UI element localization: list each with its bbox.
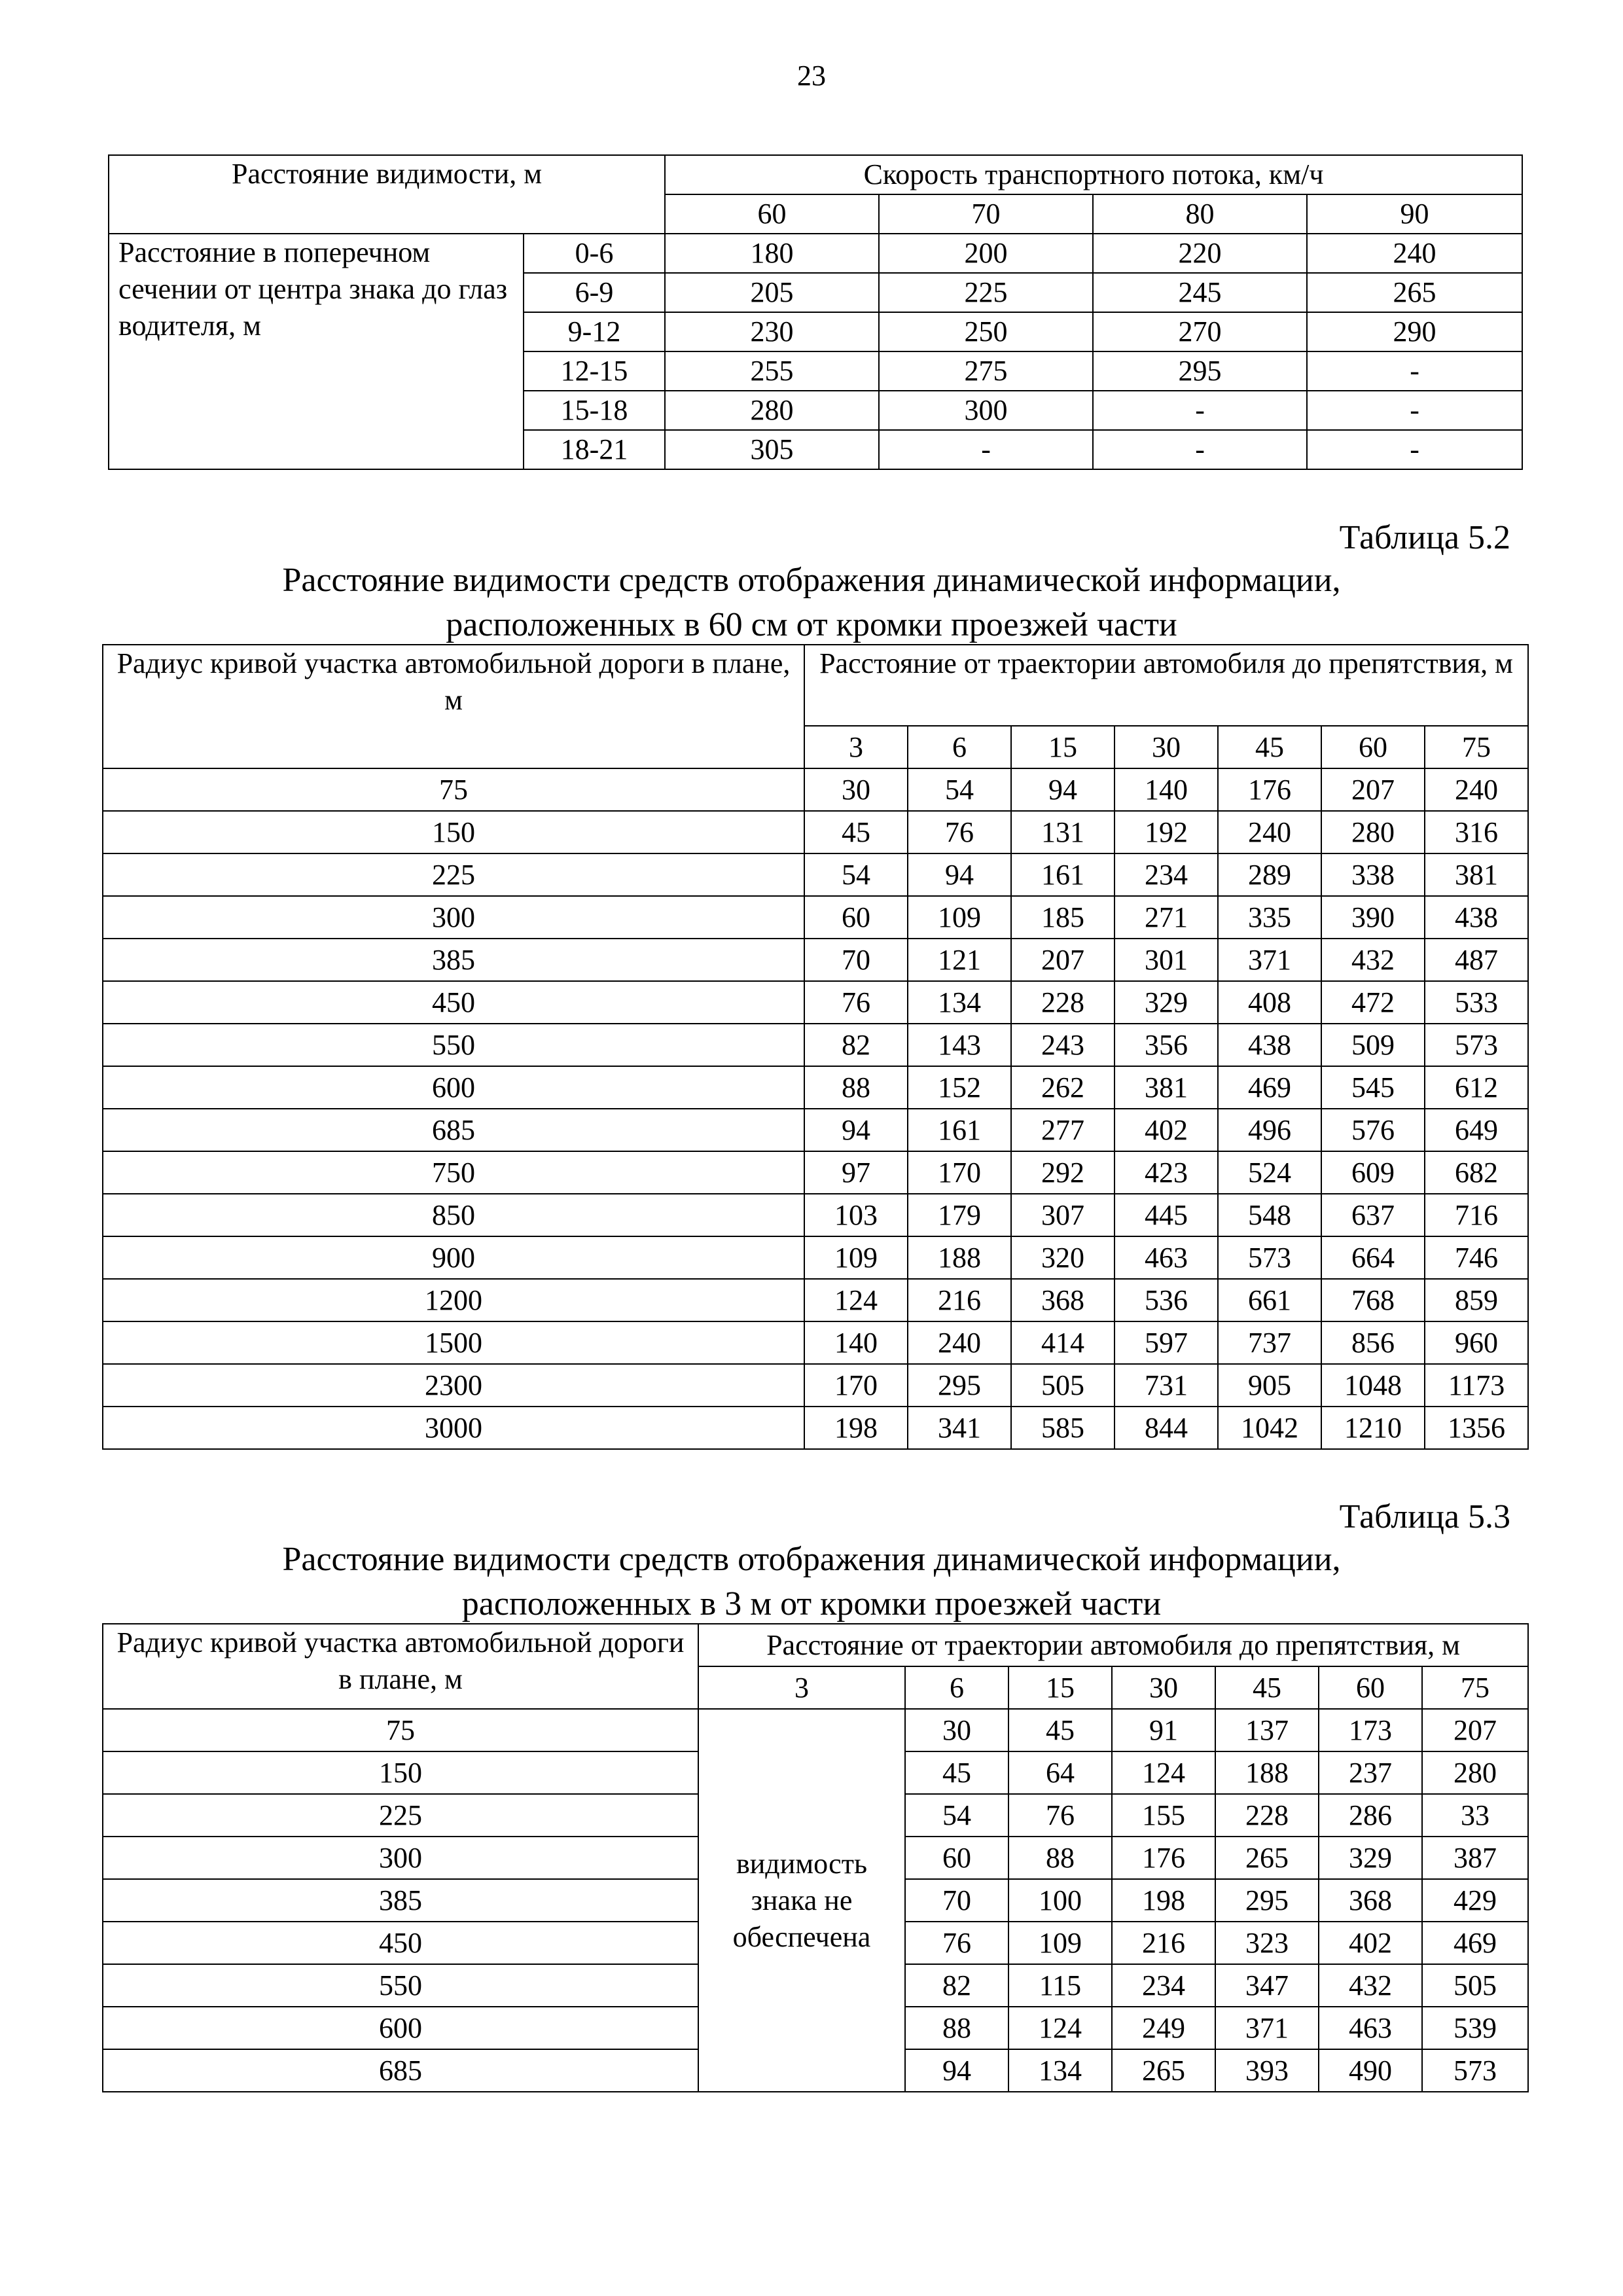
table-cell: 1042: [1218, 1407, 1321, 1449]
table-cell: 295: [1093, 351, 1307, 391]
table-cell: 30: [905, 1709, 1008, 1751]
curve-radius: 750: [103, 1151, 804, 1194]
table-row: [103, 896, 1528, 939]
table-cell: 341: [908, 1407, 1011, 1449]
table-cell: 438: [1218, 1024, 1321, 1066]
table-cell: 64: [1008, 1751, 1112, 1794]
table-row: [103, 1151, 1528, 1194]
curve-radius: 850: [103, 1194, 804, 1236]
table-5-3-title-line1: Расстояние видимости средств отображения динамической информации,: [282, 1541, 1341, 1578]
distance-header: 75: [1425, 726, 1528, 768]
table-cell: 109: [908, 896, 1011, 939]
curve-radius: 75: [103, 768, 804, 811]
speed-header: 80: [1093, 194, 1307, 234]
distance-header: 3: [698, 1666, 905, 1709]
table-cell: 661: [1218, 1279, 1321, 1321]
table-cell: -: [1093, 430, 1307, 469]
row-label-cross-section: Расстояние в поперечном сечении от центра знака до глаз водителя, м: [109, 234, 524, 469]
table-cell: 200: [879, 234, 1093, 273]
table-cell: 270: [1093, 312, 1307, 351]
distance-header: 45: [1218, 726, 1321, 768]
table-cell: 338: [1321, 853, 1425, 896]
table-cell: 414: [1011, 1321, 1115, 1364]
table-row: [103, 1236, 1528, 1279]
table-cell: 161: [908, 1109, 1011, 1151]
header-traffic-speed: Скорость транспортного потока, км/ч: [665, 155, 1522, 194]
table-cell: 88: [804, 1066, 908, 1109]
curve-radius: 225: [103, 1794, 698, 1837]
table-row: [103, 1024, 1528, 1066]
table-5-2-title-line2: расположенных в 60 см от кромки проезжей части: [446, 606, 1177, 643]
table-cell: 347: [1215, 1964, 1319, 2007]
table-cell: 185: [1011, 896, 1115, 939]
table-cell: 539: [1422, 2007, 1528, 2049]
table-cell: 134: [908, 981, 1011, 1024]
table-cell: -: [1093, 391, 1307, 430]
table-cell: 859: [1425, 1279, 1528, 1321]
table-cell: 387: [1422, 1837, 1528, 1879]
table-cell: 844: [1115, 1407, 1218, 1449]
curve-radius: 600: [103, 2007, 698, 2049]
table-cell: 255: [665, 351, 879, 391]
table-cell: 225: [879, 273, 1093, 312]
table-cell: 737: [1218, 1321, 1321, 1364]
table-cell: 249: [1112, 2007, 1215, 2049]
table-cell: 905: [1218, 1364, 1321, 1407]
curve-radius: 550: [103, 1024, 804, 1066]
table-cell: 402: [1319, 1922, 1422, 1964]
table-cell: 228: [1011, 981, 1115, 1024]
table-cell: 230: [665, 312, 879, 351]
table-cell: 597: [1115, 1321, 1218, 1364]
table-cell: 1356: [1425, 1407, 1528, 1449]
table-cell: 240: [908, 1321, 1011, 1364]
table-cell: 94: [905, 2049, 1008, 2092]
table-cell: 316: [1425, 811, 1528, 853]
table-cell: 140: [1115, 768, 1218, 811]
table-cell: 265: [1307, 273, 1522, 312]
table-cell: 329: [1319, 1837, 1422, 1879]
header-obstacle-distance: Расстояние от траектории автомобиля до препятствия, м: [698, 1624, 1528, 1666]
table-cell: 393: [1215, 2049, 1319, 2092]
table-row: [103, 1279, 1528, 1321]
table-row: [103, 1321, 1528, 1364]
table-cell: 45: [905, 1751, 1008, 1794]
curve-radius: 150: [103, 811, 804, 853]
table-cell: 192: [1115, 811, 1218, 853]
table-cell: 305: [665, 430, 879, 469]
table-cell: 234: [1112, 1964, 1215, 2007]
table-cell: 60: [905, 1837, 1008, 1879]
table-cell: 76: [908, 811, 1011, 853]
table-cell: 432: [1319, 1964, 1422, 2007]
table-cell: 124: [1112, 1751, 1215, 1794]
table-cell: 292: [1011, 1151, 1115, 1194]
table-cell: 179: [908, 1194, 1011, 1236]
table-cell: 54: [804, 853, 908, 896]
table-cell: 381: [1115, 1066, 1218, 1109]
table-row: [103, 1407, 1528, 1449]
table-cell: 573: [1218, 1236, 1321, 1279]
table-cell: 54: [908, 768, 1011, 811]
header-visibility-distance: Расстояние видимости, м: [109, 155, 665, 234]
table-cell: 371: [1215, 2007, 1319, 2049]
table-cell: 82: [905, 1964, 1008, 2007]
distance-header: 6: [905, 1666, 1008, 1709]
table-cell: 524: [1218, 1151, 1321, 1194]
table-cell: 469: [1218, 1066, 1321, 1109]
curve-radius: 300: [103, 1837, 698, 1879]
table-cell: 216: [1112, 1922, 1215, 1964]
curve-radius: 450: [103, 1922, 698, 1964]
table-cell: 94: [908, 853, 1011, 896]
table-cell: 280: [1422, 1751, 1528, 1794]
table-cell: 91: [1112, 1709, 1215, 1751]
curve-radius: 150: [103, 1751, 698, 1794]
table-cell: 664: [1321, 1236, 1425, 1279]
table-cell: 432: [1321, 939, 1425, 981]
table-cell: 509: [1321, 1024, 1425, 1066]
table-cell: 60: [804, 896, 908, 939]
table-cell: 368: [1011, 1279, 1115, 1321]
table-cell: 682: [1425, 1151, 1528, 1194]
table-cell: 140: [804, 1321, 908, 1364]
table-cell: 207: [1422, 1709, 1528, 1751]
table-cell: 124: [804, 1279, 908, 1321]
table-cell: 1173: [1425, 1364, 1528, 1407]
table-cell: 335: [1218, 896, 1321, 939]
table-cell: -: [879, 430, 1093, 469]
curve-radius: 2300: [103, 1364, 804, 1407]
header-curve-radius: Радиус кривой участка автомобильной дороги в плане, м: [103, 645, 804, 768]
table-cell: 381: [1425, 853, 1528, 896]
distance-header: 6: [908, 726, 1011, 768]
table-cell: -: [1307, 351, 1522, 391]
curve-radius: 3000: [103, 1407, 804, 1449]
table-row: [103, 1066, 1528, 1109]
table-cell: 152: [908, 1066, 1011, 1109]
curve-radius: 300: [103, 896, 804, 939]
table-cell: 490: [1319, 2049, 1422, 2092]
table-cell: 228: [1215, 1794, 1319, 1837]
table-cell: 97: [804, 1151, 908, 1194]
speed-header: 70: [879, 194, 1093, 234]
table-cell: 371: [1218, 939, 1321, 981]
table-cell: 45: [1008, 1709, 1112, 1751]
visibility-not-provided-note: видимость знака не обеспечена: [698, 1709, 905, 2092]
table-row: [103, 1194, 1528, 1236]
table-cell: 124: [1008, 2007, 1112, 2049]
table-cell: 1048: [1321, 1364, 1425, 1407]
table-row: [103, 1364, 1528, 1407]
table-cell: 573: [1425, 1024, 1528, 1066]
table-cell: 262: [1011, 1066, 1115, 1109]
table-cell: 408: [1218, 981, 1321, 1024]
table-row: [109, 234, 1522, 273]
table-cell: 429: [1422, 1879, 1528, 1922]
table-cell: 137: [1215, 1709, 1319, 1751]
table-cell: 240: [1307, 234, 1522, 273]
table-cell: 176: [1218, 768, 1321, 811]
table-cell: 716: [1425, 1194, 1528, 1236]
distance-header: 30: [1115, 726, 1218, 768]
table-cell: 368: [1319, 1879, 1422, 1922]
curve-radius: 75: [103, 1709, 698, 1751]
table-cell: 243: [1011, 1024, 1115, 1066]
curve-radius: 1500: [103, 1321, 804, 1364]
curve-radius: 225: [103, 853, 804, 896]
table-cell: 731: [1115, 1364, 1218, 1407]
table-cell: 134: [1008, 2049, 1112, 2092]
distance-header: 15: [1008, 1666, 1112, 1709]
table-cell: 180: [665, 234, 879, 273]
distance-range: 6-9: [524, 273, 665, 312]
table-cell: 70: [804, 939, 908, 981]
curve-radius: 600: [103, 1066, 804, 1109]
table-row: [103, 1109, 1528, 1151]
table-cell: 173: [1319, 1709, 1422, 1751]
table-cell: 54: [905, 1794, 1008, 1837]
table-5-2: [102, 644, 1529, 1450]
table-cell: 237: [1319, 1751, 1422, 1794]
table-cell: 290: [1307, 312, 1522, 351]
table-cell: 250: [879, 312, 1093, 351]
table-cell: -: [1307, 430, 1522, 469]
table-cell: 609: [1321, 1151, 1425, 1194]
table-cell: 960: [1425, 1321, 1528, 1364]
distance-header: 60: [1319, 1666, 1422, 1709]
curve-radius: 685: [103, 1109, 804, 1151]
table-5-3-title-line2: расположенных в 3 м от кромки проезжей части: [461, 1585, 1162, 1623]
distance-range: 18-21: [524, 430, 665, 469]
table-cell: 286: [1319, 1794, 1422, 1837]
table-cell: 82: [804, 1024, 908, 1066]
table-cell: 576: [1321, 1109, 1425, 1151]
table-row: [103, 853, 1528, 896]
table-cell: 265: [1112, 2049, 1215, 2092]
table-cell: 121: [908, 939, 1011, 981]
table-cell: 496: [1218, 1109, 1321, 1151]
table-row: [103, 981, 1528, 1024]
table-cell: 155: [1112, 1794, 1215, 1837]
speed-header: 60: [665, 194, 879, 234]
table-cell: 295: [1215, 1879, 1319, 1922]
curve-radius: 385: [103, 1879, 698, 1922]
table-cell: 205: [665, 273, 879, 312]
curve-radius: 385: [103, 939, 804, 981]
table-cell: 76: [905, 1922, 1008, 1964]
curve-radius: 1200: [103, 1279, 804, 1321]
table-cell: 176: [1112, 1837, 1215, 1879]
header-curve-radius: Радиус кривой участка автомобильной дороги в плане, м: [103, 1624, 698, 1709]
table-cell: 170: [804, 1364, 908, 1407]
table-cell: 463: [1319, 2007, 1422, 2049]
table-cell: 188: [908, 1236, 1011, 1279]
table-cell: 30: [804, 768, 908, 811]
table-cell: 637: [1321, 1194, 1425, 1236]
table-cell: 545: [1321, 1066, 1425, 1109]
table-cell: 198: [1112, 1879, 1215, 1922]
table-5-3: [102, 1623, 1529, 2092]
table-cell: 170: [908, 1151, 1011, 1194]
table-cell: 438: [1425, 896, 1528, 939]
table-cell: 649: [1425, 1109, 1528, 1151]
table-5-2-title-line1: Расстояние видимости средств отображения динамической информации,: [282, 562, 1341, 599]
table-cell: 161: [1011, 853, 1115, 896]
table-cell: 33: [1422, 1794, 1528, 1837]
table-cell: 487: [1425, 939, 1528, 981]
table-cell: 188: [1215, 1751, 1319, 1794]
table-cell: 277: [1011, 1109, 1115, 1151]
header-obstacle-distance: Расстояние от траектории автомобиля до препятствия, м: [804, 645, 1528, 726]
table-cell: 94: [804, 1109, 908, 1151]
table-cell: 573: [1422, 2049, 1528, 2092]
table-cell: 856: [1321, 1321, 1425, 1364]
table-cell: 548: [1218, 1194, 1321, 1236]
table-cell: 768: [1321, 1279, 1425, 1321]
distance-header: 75: [1422, 1666, 1528, 1709]
table-cell: 533: [1425, 981, 1528, 1024]
distance-header: 3: [804, 726, 908, 768]
table-cell: 76: [804, 981, 908, 1024]
table-cell: 88: [905, 2007, 1008, 2049]
table-row: [103, 939, 1528, 981]
table-cell: 423: [1115, 1151, 1218, 1194]
table-5-2-number: Таблица 5.2: [1339, 519, 1510, 556]
table-cell: 536: [1115, 1279, 1218, 1321]
distance-range: 12-15: [524, 351, 665, 391]
table-cell: 307: [1011, 1194, 1115, 1236]
table-cell: 469: [1422, 1922, 1528, 1964]
table-cell: 612: [1425, 1066, 1528, 1109]
page-number: 23: [797, 60, 826, 92]
table-cell: 100: [1008, 1879, 1112, 1922]
table-cell: 265: [1215, 1837, 1319, 1879]
table-cell: 275: [879, 351, 1093, 391]
table-cell: 88: [1008, 1837, 1112, 1879]
table-cell: 472: [1321, 981, 1425, 1024]
table-cell: 216: [908, 1279, 1011, 1321]
table-cell: 234: [1115, 853, 1218, 896]
table-cell: 240: [1218, 811, 1321, 853]
table-cell: 207: [1011, 939, 1115, 981]
table-cell: 115: [1008, 1964, 1112, 2007]
distance-header: 60: [1321, 726, 1425, 768]
table-cell: 271: [1115, 896, 1218, 939]
table-cell: 103: [804, 1194, 908, 1236]
table-row: [103, 768, 1528, 811]
curve-radius: 550: [103, 1964, 698, 2007]
distance-header: 30: [1112, 1666, 1215, 1709]
table-cell: 746: [1425, 1236, 1528, 1279]
distance-range: 0-6: [524, 234, 665, 273]
table-cell: 220: [1093, 234, 1307, 273]
table-cell: 143: [908, 1024, 1011, 1066]
table-cell: 45: [804, 811, 908, 853]
curve-radius: 685: [103, 2049, 698, 2092]
table-cell: 131: [1011, 811, 1115, 853]
table-cell: 280: [1321, 811, 1425, 853]
table-cell: 295: [908, 1364, 1011, 1407]
table-cell: 280: [665, 391, 879, 430]
distance-range: 15-18: [524, 391, 665, 430]
table-cell: 329: [1115, 981, 1218, 1024]
table-cell: 356: [1115, 1024, 1218, 1066]
table-cell: 109: [1008, 1922, 1112, 1964]
table-cell: 323: [1215, 1922, 1319, 1964]
table-cell: 505: [1011, 1364, 1115, 1407]
table-cell: 94: [1011, 768, 1115, 811]
curve-radius: 900: [103, 1236, 804, 1279]
table-cell: 585: [1011, 1407, 1115, 1449]
table-cell: 70: [905, 1879, 1008, 1922]
table-cell: 109: [804, 1236, 908, 1279]
table-cell: 240: [1425, 768, 1528, 811]
table-cell: 445: [1115, 1194, 1218, 1236]
table-cell: 1210: [1321, 1407, 1425, 1449]
speed-header: 90: [1307, 194, 1522, 234]
table-cell: 505: [1422, 1964, 1528, 2007]
table-row: [103, 1709, 1528, 1751]
table-cell: 289: [1218, 853, 1321, 896]
table-cell: 198: [804, 1407, 908, 1449]
table-row: [103, 811, 1528, 853]
table-cell: 390: [1321, 896, 1425, 939]
table-cell: 402: [1115, 1109, 1218, 1151]
table-cell: 245: [1093, 273, 1307, 312]
table-5-3-number: Таблица 5.3: [1339, 1498, 1510, 1535]
table-cell: 300: [879, 391, 1093, 430]
distance-header: 45: [1215, 1666, 1319, 1709]
table-cell: 76: [1008, 1794, 1112, 1837]
table-5-1-continuation: [108, 154, 1523, 470]
table-cell: 207: [1321, 768, 1425, 811]
table-cell: 301: [1115, 939, 1218, 981]
curve-radius: 450: [103, 981, 804, 1024]
distance-header: 15: [1011, 726, 1115, 768]
table-cell: -: [1307, 391, 1522, 430]
distance-range: 9-12: [524, 312, 665, 351]
table-cell: 320: [1011, 1236, 1115, 1279]
table-cell: 463: [1115, 1236, 1218, 1279]
